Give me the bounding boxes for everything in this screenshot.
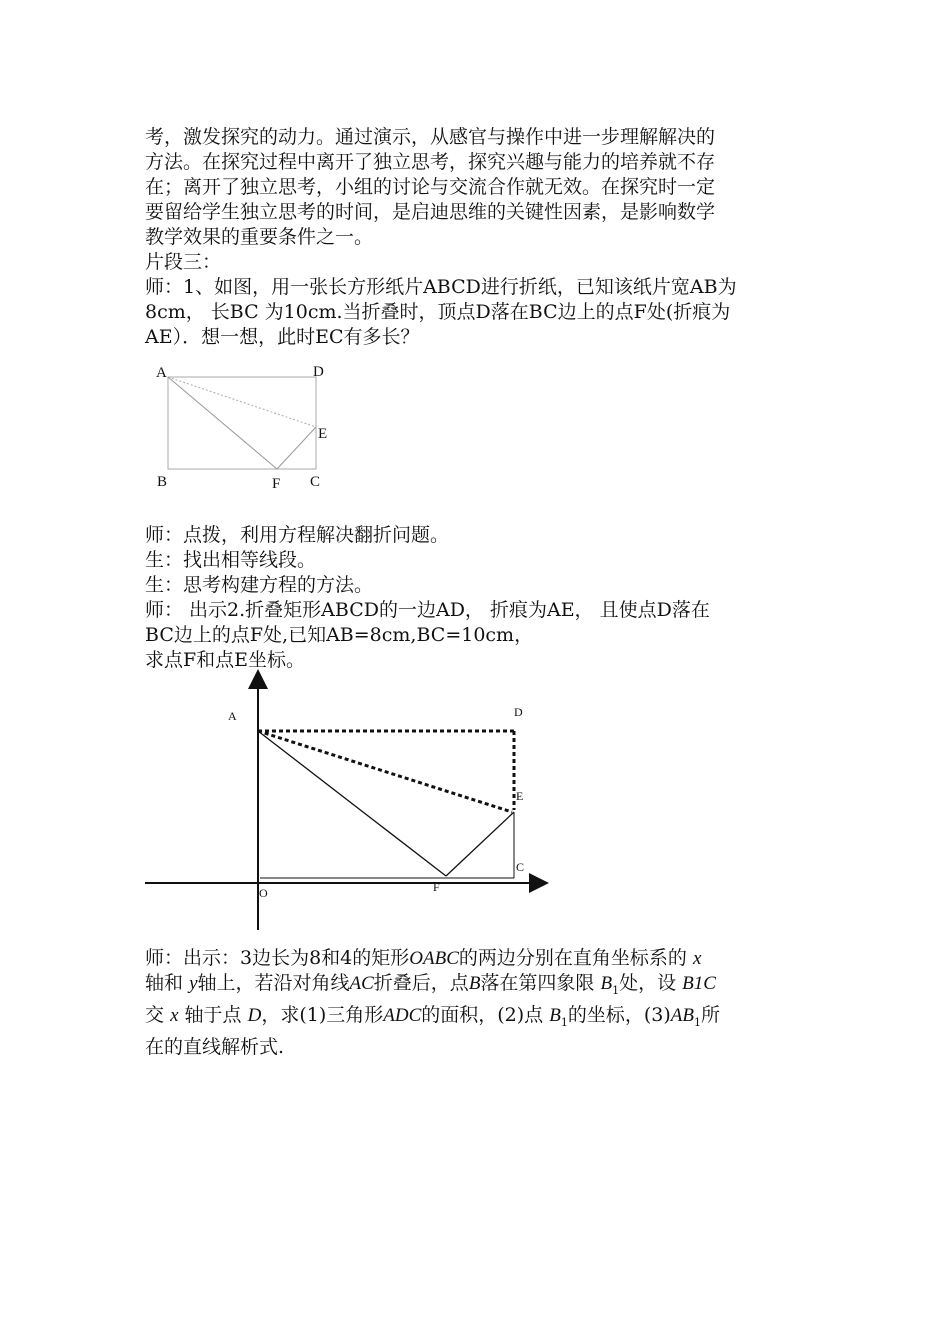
text-span: 交 — [145, 1003, 165, 1026]
text-line: 师： 出示2.折叠矩形ABCD的一边AD， 折痕为AE， 且使点D落在 — [145, 599, 710, 621]
section-title: 片段三： — [145, 251, 222, 273]
label-O: O — [259, 886, 268, 900]
text-span: 的坐标，(3) — [567, 1003, 671, 1026]
text-line: 在的直线解析式. — [145, 1035, 285, 1058]
text-line: 生：思考构建方程的方法。 — [145, 574, 374, 596]
math-var: AB — [670, 1004, 694, 1026]
math-var: B1C — [682, 973, 716, 994]
label-D: D — [313, 364, 324, 380]
math-var: B — [468, 973, 481, 994]
text-line: 师：点拨，利用方程解决翻折问题。 — [145, 524, 450, 546]
math-sub: 1 — [560, 1015, 568, 1029]
text-line: BC边上的点F处,已知AB=8cm,BC=10cm， — [145, 624, 534, 646]
math-sub: 1 — [693, 1015, 701, 1029]
math-var: B — [549, 1004, 561, 1026]
dialog-paragraph — [145, 523, 810, 673]
text-line: AE）．想一想，此时EC有多长？ — [145, 326, 420, 348]
text-line: 8cm， 长BC 为10cm.当折叠时，顶点D落在BC边上的点F处(折痕为 — [145, 301, 731, 323]
text-span: 折叠后，点 — [373, 972, 469, 994]
text-span: 的两边分别在直角坐标系的 — [458, 947, 687, 969]
figure-rectangle-fold — [150, 360, 350, 495]
text-line — [145, 971, 810, 1003]
text-span: 处，设 — [619, 972, 677, 994]
label-E: E — [318, 426, 328, 442]
text-span: 师：出示：3边长为8和4的矩形 — [145, 947, 410, 969]
text-span: 的面积，(2)点 — [421, 1003, 544, 1026]
text-span: ，求(1)三角形 — [261, 1003, 384, 1026]
text-line — [145, 1003, 810, 1035]
math-var: ADC — [383, 1004, 422, 1026]
text-span: 轴于点 — [184, 1003, 242, 1026]
label-F: F — [433, 880, 440, 894]
text-span: 所 — [700, 1003, 720, 1026]
text-span: 轴和 — [145, 972, 184, 994]
text-line: 师：1、如图，用一张长方形纸片ABCD进行折纸，已知该纸片宽AB为 — [145, 276, 737, 298]
math-var: x — [170, 1004, 179, 1026]
question3-paragraph — [145, 946, 810, 1060]
label-D: D — [514, 705, 523, 719]
text-line: 考，激发探究的动力。通过演示，从感官与操作中进一步理解解决的 — [145, 126, 716, 148]
text-line — [145, 946, 810, 971]
text-span: 轴上，若沿对角线 — [197, 972, 350, 994]
text-span: 落在第四象限 — [480, 972, 595, 994]
label-C: C — [516, 860, 525, 874]
math-var: AC — [349, 973, 374, 994]
math-var: y — [189, 973, 198, 994]
label-A: A — [156, 365, 167, 381]
text-line: 在；离开了独立思考，小组的讨论与交流合作就无效。在探究时一定 — [145, 176, 716, 198]
label-A: A — [228, 709, 237, 723]
math-var: OABC — [409, 948, 459, 969]
figure-coordinate-fold — [140, 665, 555, 935]
text-line: 方法。在探究过程中离开了独立思考，探究兴趣与能力的培养就不存 — [145, 151, 716, 173]
label-B: B — [157, 474, 168, 490]
intro-paragraph — [145, 125, 810, 350]
text-line: 生：找出相等线段。 — [145, 549, 317, 571]
text-line: 教学效果的重要条件之一。 — [145, 226, 374, 248]
math-var: B — [600, 973, 613, 994]
math-var: D — [247, 1004, 262, 1026]
label-E: E — [516, 789, 524, 803]
math-var: x — [692, 948, 702, 969]
label-C: C — [310, 474, 321, 490]
math-sub: 1 — [612, 983, 620, 997]
text-line: 要留给学生独立思考的时间，是启迪思维的关键性因素，是影响数学 — [145, 201, 716, 223]
text-line: 求点F和点E坐标。 — [145, 649, 306, 671]
label-F: F — [272, 476, 281, 492]
